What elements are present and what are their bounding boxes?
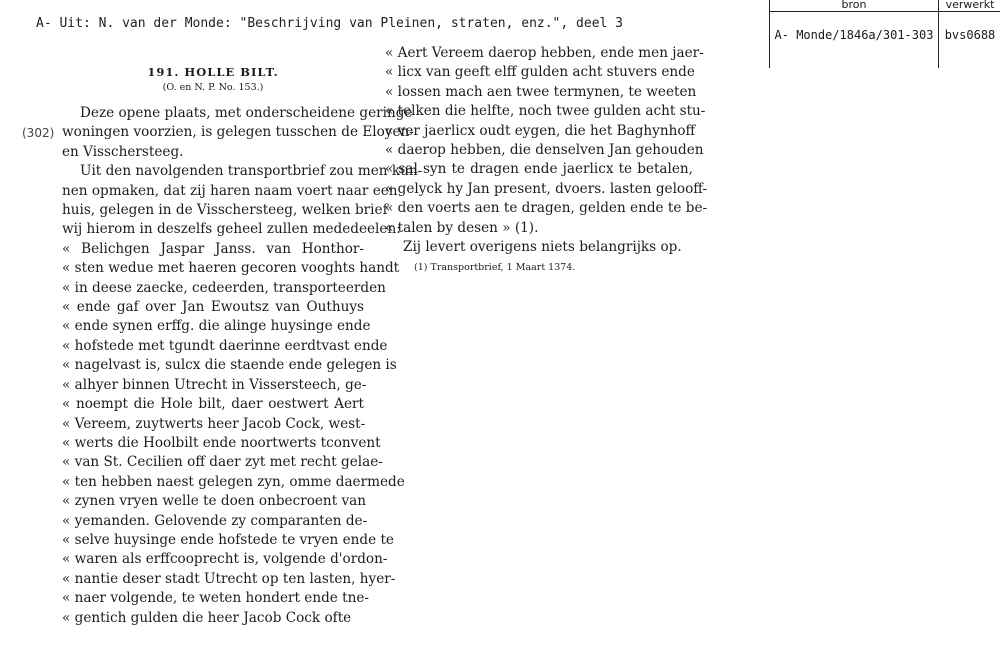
text-line: « talen by desen » (1). — [385, 219, 539, 236]
text-line: « ende gaf over Jan Ewoutsz van Outhuys — [62, 299, 364, 316]
text-line: « nagelvast is, sulcx die staende ende gelegen is — [62, 357, 397, 374]
text-line: huis, gelegen in de Visschersteeg, welken brief — [62, 202, 388, 219]
text-line: « werts die Hoolbilt ende noortwerts tconvent — [62, 434, 381, 451]
verwerkt-header: verwerkt — [939, 0, 1000, 12]
text-line: « van St. Cecilien off daer zyt met recht gelae- — [62, 454, 383, 471]
text-line: « ten hebben naest gelegen zyn, omme daermede — [62, 473, 405, 490]
right-text-column — [385, 44, 708, 257]
text-line: en Visschersteeg. — [62, 143, 184, 160]
text-line: « alhyer binnen Utrecht in Vissersteech, ge- — [62, 376, 367, 393]
text-line: Uit den navolgenden transportbrief zou men kun- — [80, 163, 423, 180]
text-line: Deze opene plaats, met onderscheidene geringe — [80, 105, 413, 121]
text-line: « licx van geeft elff gulden acht stuvers ende — [385, 64, 695, 81]
text-line: « ver jaerlicx oudt eygen, die het Baghynhoff — [385, 122, 696, 139]
text-line: « gelyck hy Jan present, dvoers. lasten gelooff- — [385, 180, 708, 197]
text-line: « selve huysinge ende hofstede te vryen ende te — [62, 531, 394, 548]
bron-value: A- Monde/1846a/301-303 — [774, 28, 934, 42]
text-line: « sal syn te dragen ende jaerlicx te betalen, — [385, 161, 693, 178]
text-line: « in deese zaecke, cedeerden, transporteerden — [62, 279, 386, 296]
bron-header: bron — [770, 0, 938, 12]
article-subtitle: (O. en N. P. No. 153.) — [162, 82, 264, 93]
text-line: « lossen mach aen twee termynen, te weeten — [385, 83, 697, 100]
footnote: (1) Transportbrief, 1 Maart 1374. — [414, 262, 576, 273]
text-line: « yemanden. Gelovende zy comparanten de- — [62, 512, 368, 529]
source-citation: A- Uit: N. van der Monde: "Beschrijving van Pleinen, straten, enz.", deel 3 — [36, 16, 623, 31]
verwerkt-column — [939, 0, 1000, 68]
page-margin-note: (302) — [22, 126, 55, 140]
text-line: « waren als erffcooprecht is, volgende d'ordon- — [62, 551, 388, 568]
text-line: « naer volgende, te weten hondert ende tne- — [62, 590, 370, 607]
reference-box — [769, 0, 1000, 68]
text-line: « daerop hebben, die denselven Jan gehouden — [385, 142, 704, 159]
text-line: « telken die helfte, noch twee gulden acht stu- — [385, 103, 706, 120]
text-line: wij hierom in deszelfs geheel zullen mededeelen: — [62, 221, 401, 238]
article-title: 191. HOLLE BILT. — [147, 65, 279, 79]
text-line: « sten wedue met haeren gecoren vooghts handt — [62, 260, 400, 277]
text-line: « nantie deser stadt Utrecht op ten lasten, hyer- — [62, 570, 396, 587]
text-line: « zynen vryen welle te doen onbecroent van — [62, 493, 367, 510]
text-line: « ende synen erffg. die alinge huysinge ende — [62, 318, 371, 335]
text-line: woningen voorzien, is gelegen tusschen de Eloyen- — [62, 124, 414, 141]
text-line: « hofstede met tgundt daerinne eerdtvast ende — [62, 337, 388, 354]
verwerkt-value: bvs0688 — [944, 28, 996, 42]
left-lines — [62, 104, 423, 628]
text-line: « gentich gulden die heer Jacob Cock ofte — [62, 609, 352, 626]
left-text-column — [62, 64, 423, 628]
right-lines — [385, 44, 708, 257]
text-line: « den voerts aen te dragen, gelden ende te be- — [385, 200, 708, 217]
text-line: nen opmaken, dat zij haren naam voert naar een — [62, 182, 398, 199]
text-line: « Aert Vereem daerop hebben, ende men jaer- — [385, 45, 704, 61]
text-line: Zij levert overigens niets belangrijks op. — [403, 239, 682, 256]
text-line: « noempt die Hole bilt, daer oestwert Aert — [62, 396, 364, 413]
text-line: « Vereem, zuytwerts heer Jacob Cock, west- — [62, 415, 366, 432]
bron-column — [770, 0, 939, 68]
text-line: « Belichgen Jaspar Janss. van Honthor- — [62, 240, 364, 257]
